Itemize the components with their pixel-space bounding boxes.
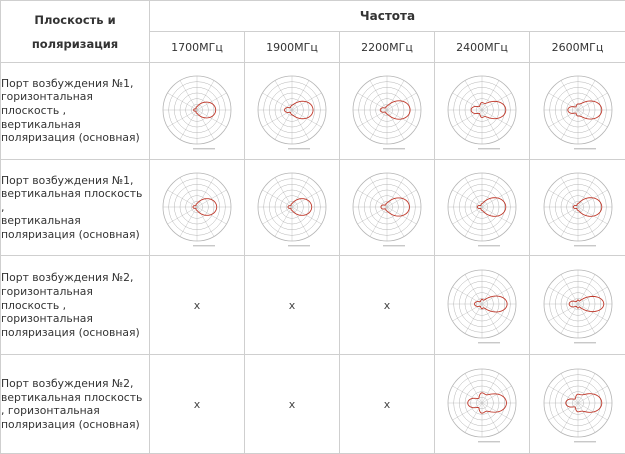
grid-spoke bbox=[387, 110, 416, 127]
table-row bbox=[1, 355, 625, 454]
grid-spoke bbox=[292, 110, 309, 139]
plot-caption bbox=[288, 148, 310, 149]
grid-spoke bbox=[561, 207, 578, 236]
grid-spoke bbox=[197, 93, 226, 110]
polar-plot-r3-c4 bbox=[536, 362, 620, 446]
row-label bbox=[1, 63, 150, 160]
plot-caption bbox=[193, 245, 215, 246]
grid-spoke bbox=[180, 177, 197, 206]
row-label-line: плоскость , вертикальная bbox=[1, 104, 81, 131]
grid-spoke bbox=[370, 110, 387, 139]
polar-plot-r1-c3 bbox=[440, 166, 524, 250]
polar-plot-r1-c4 bbox=[536, 166, 620, 250]
grid-spoke bbox=[548, 190, 577, 207]
not-available-mark: x bbox=[245, 256, 340, 355]
row-label-line: вертикальная плоскость , bbox=[1, 187, 143, 214]
grid-spoke bbox=[482, 177, 499, 206]
grid-spoke bbox=[482, 374, 499, 403]
grid-spoke bbox=[292, 190, 321, 207]
frequency-3: 2400МГц bbox=[435, 32, 530, 63]
pattern-cell bbox=[530, 256, 625, 355]
grid-spoke bbox=[292, 177, 309, 206]
row-label-line: плоскость , bbox=[1, 298, 67, 312]
grid-spoke bbox=[263, 207, 292, 224]
grid-spoke bbox=[197, 207, 214, 236]
grid-spoke bbox=[358, 207, 387, 224]
grid-spoke bbox=[168, 207, 197, 224]
pattern-cell bbox=[435, 355, 530, 454]
polar-plot-r0-c2 bbox=[345, 69, 429, 153]
grid-spoke bbox=[275, 177, 292, 206]
row-label-line: Порт возбуждения №2, bbox=[1, 271, 134, 285]
plot-caption bbox=[574, 342, 596, 343]
grid-spoke bbox=[548, 93, 577, 110]
row-label bbox=[1, 159, 150, 256]
table-row bbox=[1, 159, 625, 256]
grid-spoke bbox=[482, 207, 511, 224]
table-row bbox=[1, 63, 625, 160]
grid-spoke bbox=[578, 207, 607, 224]
grid-spoke bbox=[370, 80, 387, 109]
grid-spoke bbox=[561, 80, 578, 109]
polar-plot-r0-c3 bbox=[440, 69, 524, 153]
grid-spoke bbox=[387, 93, 416, 110]
polar-plot-r2-c4 bbox=[536, 263, 620, 347]
row-label-line: Порт возбуждения №1, bbox=[1, 76, 134, 90]
plot-caption bbox=[574, 148, 596, 149]
grid-spoke bbox=[482, 110, 499, 139]
grid-spoke bbox=[578, 177, 595, 206]
pattern-cell bbox=[435, 63, 530, 160]
not-available-mark: x bbox=[245, 355, 340, 454]
grid-spoke bbox=[275, 110, 292, 139]
pattern-cell bbox=[435, 159, 530, 256]
row-label-line: Порт возбуждения №2, bbox=[1, 376, 134, 390]
grid-spoke bbox=[197, 207, 226, 224]
plane-polarization-header bbox=[1, 1, 150, 63]
grid-spoke bbox=[578, 80, 595, 109]
pattern-cell bbox=[340, 63, 435, 160]
grid-spoke bbox=[168, 110, 197, 127]
row-label-line: вертикальная bbox=[1, 214, 81, 228]
row-label-line: поляризация (основная) bbox=[1, 325, 140, 339]
grid-spoke bbox=[548, 403, 577, 420]
plot-caption bbox=[288, 245, 310, 246]
pattern-cell bbox=[340, 159, 435, 256]
plane-title: Плоскость и bbox=[34, 12, 116, 27]
polarization-title: поляризация bbox=[31, 36, 119, 51]
grid-spoke bbox=[275, 207, 292, 236]
polar-plot-r0-c4 bbox=[536, 69, 620, 153]
row-label-line: поляризация (основная) bbox=[1, 227, 140, 241]
plot-caption bbox=[478, 441, 500, 442]
grid-spoke bbox=[453, 190, 482, 207]
grid-spoke bbox=[387, 80, 404, 109]
grid-spoke bbox=[358, 190, 387, 207]
not-available-mark: x bbox=[150, 256, 245, 355]
grid-spoke bbox=[370, 177, 387, 206]
not-available-mark: x bbox=[340, 256, 435, 355]
grid-spoke bbox=[561, 304, 578, 333]
grid-spoke bbox=[465, 275, 482, 304]
table-row bbox=[1, 256, 625, 355]
plot-caption bbox=[478, 342, 500, 343]
row-label-line: , горизонтальная bbox=[1, 404, 100, 418]
row-label-line: горизонтальная bbox=[1, 90, 93, 104]
polar-plot-r1-c2 bbox=[345, 166, 429, 250]
grid-spoke bbox=[578, 110, 595, 139]
grid-spoke bbox=[263, 190, 292, 207]
frequency-header: Частота bbox=[150, 1, 625, 32]
grid-spoke bbox=[578, 304, 595, 333]
grid-spoke bbox=[482, 207, 499, 236]
pattern-cell bbox=[150, 63, 245, 160]
frequency-2: 2200МГц bbox=[340, 32, 435, 63]
plot-caption bbox=[574, 441, 596, 442]
polar-plot-r3-c3 bbox=[440, 362, 524, 446]
grid-spoke bbox=[275, 80, 292, 109]
not-available-mark: x bbox=[340, 355, 435, 454]
grid-spoke bbox=[197, 177, 214, 206]
grid-spoke bbox=[548, 386, 577, 403]
polar-plot-r0-c1 bbox=[250, 69, 334, 153]
grid-spoke bbox=[197, 80, 214, 109]
grid-spoke bbox=[387, 110, 404, 139]
grid-spoke bbox=[180, 80, 197, 109]
row-label-line: поляризация (основная) bbox=[1, 417, 140, 431]
frequency-1: 1900МГц bbox=[245, 32, 340, 63]
grid-spoke bbox=[465, 207, 482, 236]
frequency-4: 2600МГц bbox=[530, 32, 625, 63]
grid-spoke bbox=[197, 190, 226, 207]
plot-caption bbox=[478, 245, 500, 246]
plot-caption bbox=[383, 148, 405, 149]
grid-spoke bbox=[180, 110, 197, 139]
polar-plot-r2-c3 bbox=[440, 263, 524, 347]
grid-spoke bbox=[370, 207, 387, 236]
grid-spoke bbox=[482, 80, 499, 109]
grid-spoke bbox=[482, 287, 511, 304]
grid-spoke bbox=[548, 207, 577, 224]
grid-spoke bbox=[387, 177, 404, 206]
grid-spoke bbox=[453, 93, 482, 110]
polar-plot-r1-c0 bbox=[155, 166, 239, 250]
plot-caption bbox=[383, 245, 405, 246]
grid-spoke bbox=[578, 374, 595, 403]
grid-spoke bbox=[465, 304, 482, 333]
plot-caption bbox=[574, 245, 596, 246]
grid-spoke bbox=[197, 110, 214, 139]
grid-spoke bbox=[168, 190, 197, 207]
polar-plot-r0-c0 bbox=[155, 69, 239, 153]
grid-spoke bbox=[292, 80, 309, 109]
grid-spoke bbox=[482, 304, 511, 321]
grid-spoke bbox=[292, 207, 321, 224]
grid-spoke bbox=[197, 110, 226, 127]
polar-plot-r1-c1 bbox=[250, 166, 334, 250]
grid-spoke bbox=[561, 110, 578, 139]
pattern-cell bbox=[435, 256, 530, 355]
grid-spoke bbox=[548, 110, 577, 127]
row-label-line: горизонтальная bbox=[1, 312, 93, 326]
plot-caption bbox=[193, 148, 215, 149]
grid-spoke bbox=[453, 110, 482, 127]
pattern-cell bbox=[530, 63, 625, 160]
grid-spoke bbox=[482, 190, 511, 207]
grid-spoke bbox=[453, 207, 482, 224]
grid-spoke bbox=[561, 275, 578, 304]
pattern-cell bbox=[150, 159, 245, 256]
grid-spoke bbox=[465, 177, 482, 206]
grid-spoke bbox=[482, 403, 499, 432]
grid-spoke bbox=[292, 207, 309, 236]
pattern-cell bbox=[245, 63, 340, 160]
grid-spoke bbox=[578, 275, 595, 304]
grid-spoke bbox=[453, 386, 482, 403]
frequency-0: 1700МГц bbox=[150, 32, 245, 63]
grid-spoke bbox=[453, 403, 482, 420]
pattern-cell bbox=[245, 159, 340, 256]
grid-spoke bbox=[578, 207, 595, 236]
row-label-line: вертикальная плоскость bbox=[1, 390, 143, 404]
pattern-cell bbox=[530, 355, 625, 454]
pattern-cell bbox=[530, 159, 625, 256]
grid-spoke bbox=[168, 93, 197, 110]
plot-caption bbox=[478, 148, 500, 149]
grid-spoke bbox=[561, 177, 578, 206]
grid-spoke bbox=[387, 207, 404, 236]
row-label-line: Порт возбуждения №1, bbox=[1, 173, 134, 187]
row-label-line: горизонтальная bbox=[1, 284, 93, 298]
row-label bbox=[1, 256, 150, 355]
grid-spoke bbox=[578, 190, 607, 207]
row-label-line: поляризация (основная) bbox=[1, 131, 140, 145]
grid-spoke bbox=[180, 207, 197, 236]
row-label bbox=[1, 355, 150, 454]
grid-spoke bbox=[578, 403, 595, 432]
not-available-mark: x bbox=[150, 355, 245, 454]
